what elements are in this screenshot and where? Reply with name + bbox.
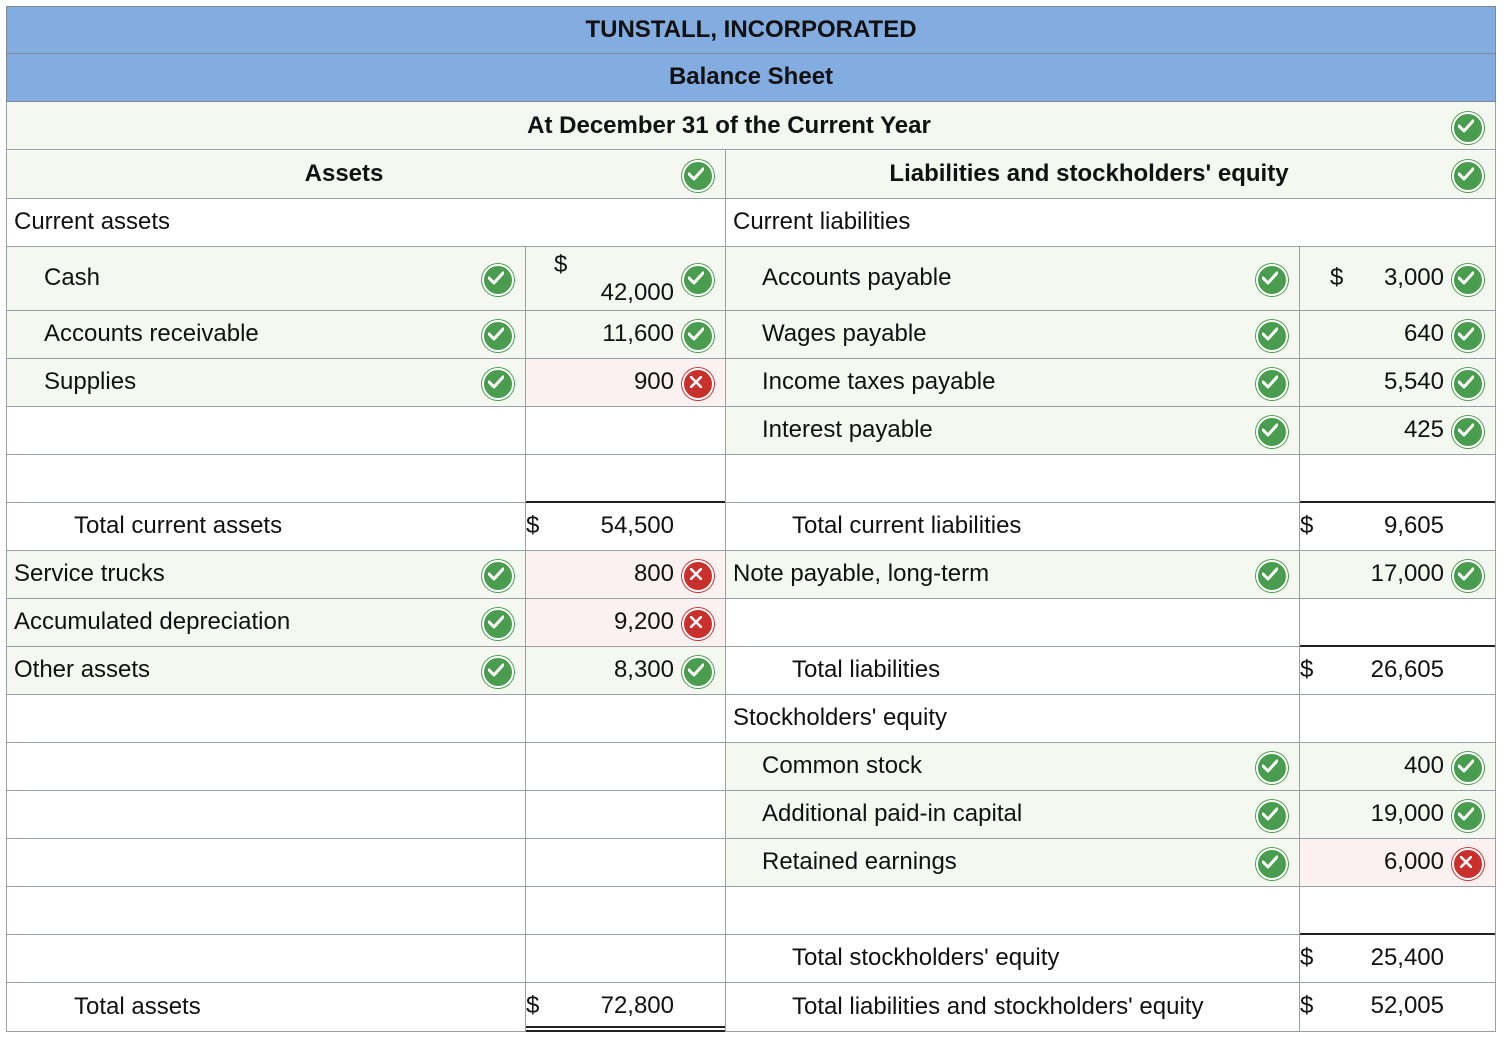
check-icon — [482, 368, 514, 400]
other-assets-value[interactable]: 8,300 — [613, 656, 674, 683]
check-icon — [682, 160, 714, 192]
check-icon — [1256, 368, 1288, 400]
assets-heading: Assets — [304, 160, 384, 187]
total-assets-dollar-sign: $ — [526, 992, 540, 1019]
error-icon — [682, 608, 714, 640]
check-icon — [482, 264, 514, 296]
total-liabilities-value: 26,605 — [1370, 656, 1444, 683]
check-icon — [1452, 160, 1484, 192]
check-icon — [1256, 416, 1288, 448]
total-assets-label: Total assets — [74, 993, 201, 1020]
supplies-label[interactable]: Supplies — [44, 368, 137, 395]
accounts-payable-dollar-sign: $ — [1330, 264, 1344, 291]
check-icon — [1452, 368, 1484, 400]
other-assets-label[interactable]: Other assets — [14, 656, 151, 683]
check-icon — [482, 656, 514, 688]
total-current-assets-label: Total current assets — [74, 512, 283, 539]
accounts-payable-label[interactable]: Accounts payable — [762, 264, 952, 291]
total-liabilities-dollar-sign: $ — [1300, 656, 1314, 683]
total-current-assets-dollar-sign: $ — [526, 512, 540, 539]
check-icon — [1256, 560, 1288, 592]
error-icon — [682, 368, 714, 400]
company-title: TUNSTALL, INCORPORATED — [6, 6, 1496, 54]
total-equity-label: Total stockholders' equity — [792, 944, 1060, 971]
check-icon — [682, 656, 714, 688]
check-icon — [1452, 416, 1484, 448]
check-icon — [682, 320, 714, 352]
cash-value[interactable]: 42,000 — [600, 279, 674, 306]
check-icon — [482, 320, 514, 352]
total-current-liabilities-dollar-sign: $ — [1300, 512, 1314, 539]
total-liab-equity-dollar-sign: $ — [1300, 992, 1314, 1019]
common-stock-label[interactable]: Common stock — [762, 752, 923, 779]
common-stock-value[interactable]: 400 — [1403, 752, 1444, 779]
retained-earnings-label[interactable]: Retained earnings — [762, 848, 957, 875]
check-icon — [1452, 800, 1484, 832]
note-payable-value[interactable]: 17,000 — [1370, 560, 1444, 587]
accounts-receivable-value[interactable]: 11,600 — [602, 320, 674, 347]
check-icon — [482, 560, 514, 592]
total-equity-dollar-sign: $ — [1300, 944, 1314, 971]
total-equity-value: 25,400 — [1370, 944, 1444, 971]
wages-payable-label[interactable]: Wages payable — [762, 320, 927, 347]
total-liab-equity-label: Total liabilities and stockholders' equity — [792, 993, 1204, 1020]
error-icon — [682, 560, 714, 592]
note-payable-label[interactable]: Note payable, long-term — [733, 560, 990, 587]
wages-payable-value[interactable]: 640 — [1403, 320, 1444, 347]
stockholders-equity-label: Stockholders' equity — [733, 704, 948, 731]
total-current-liabilities-label: Total current liabilities — [792, 512, 1022, 539]
check-icon — [1256, 752, 1288, 784]
accumulated-depreciation-value[interactable]: 9,200 — [613, 608, 674, 635]
interest-payable-label[interactable]: Interest payable — [762, 416, 933, 443]
current-assets-label: Current assets — [14, 208, 171, 235]
supplies-value[interactable]: 900 — [633, 368, 674, 395]
check-icon — [1256, 264, 1288, 296]
total-current-assets-value: 54,500 — [600, 512, 674, 539]
check-icon — [1452, 320, 1484, 352]
check-icon — [1256, 800, 1288, 832]
interest-payable-value[interactable]: 425 — [1403, 416, 1444, 443]
cash-label[interactable]: Cash — [44, 264, 101, 291]
error-icon — [1452, 848, 1484, 880]
check-icon — [1452, 560, 1484, 592]
check-icon — [682, 264, 714, 296]
check-icon — [1452, 752, 1484, 784]
total-assets-value: 72,800 — [600, 992, 674, 1019]
total-liab-equity-value: 52,005 — [1370, 992, 1444, 1019]
total-current-liabilities-value: 9,605 — [1383, 512, 1444, 539]
date-line: At December 31 of the Current Year — [527, 112, 931, 139]
check-icon — [1256, 848, 1288, 880]
service-trucks-value[interactable]: 800 — [633, 560, 674, 587]
apic-label[interactable]: Additional paid-in capital — [762, 800, 1023, 827]
accounts-receivable-label[interactable]: Accounts receivable — [44, 320, 259, 347]
income-taxes-payable-value[interactable]: 5,540 — [1383, 368, 1444, 395]
service-trucks-label[interactable]: Service trucks — [14, 560, 165, 587]
apic-value[interactable]: 19,000 — [1370, 800, 1444, 827]
cash-dollar-sign: $ — [554, 251, 568, 278]
check-icon — [1452, 264, 1484, 296]
check-icon — [482, 608, 514, 640]
income-taxes-payable-label[interactable]: Income taxes payable — [762, 368, 996, 395]
check-icon — [1256, 320, 1288, 352]
total-liabilities-label: Total liabilities — [792, 656, 941, 683]
balance-sheet — [6, 6, 1496, 1032]
statement-title: Balance Sheet — [6, 54, 1496, 102]
current-liabilities-label: Current liabilities — [733, 208, 911, 235]
retained-earnings-value[interactable]: 6,000 — [1383, 848, 1444, 875]
accounts-payable-value[interactable]: 3,000 — [1383, 264, 1444, 291]
check-icon — [1452, 112, 1484, 144]
liabilities-heading: Liabilities and stockholders' equity — [889, 160, 1289, 187]
accumulated-depreciation-label[interactable]: Accumulated depreciation — [14, 608, 291, 635]
